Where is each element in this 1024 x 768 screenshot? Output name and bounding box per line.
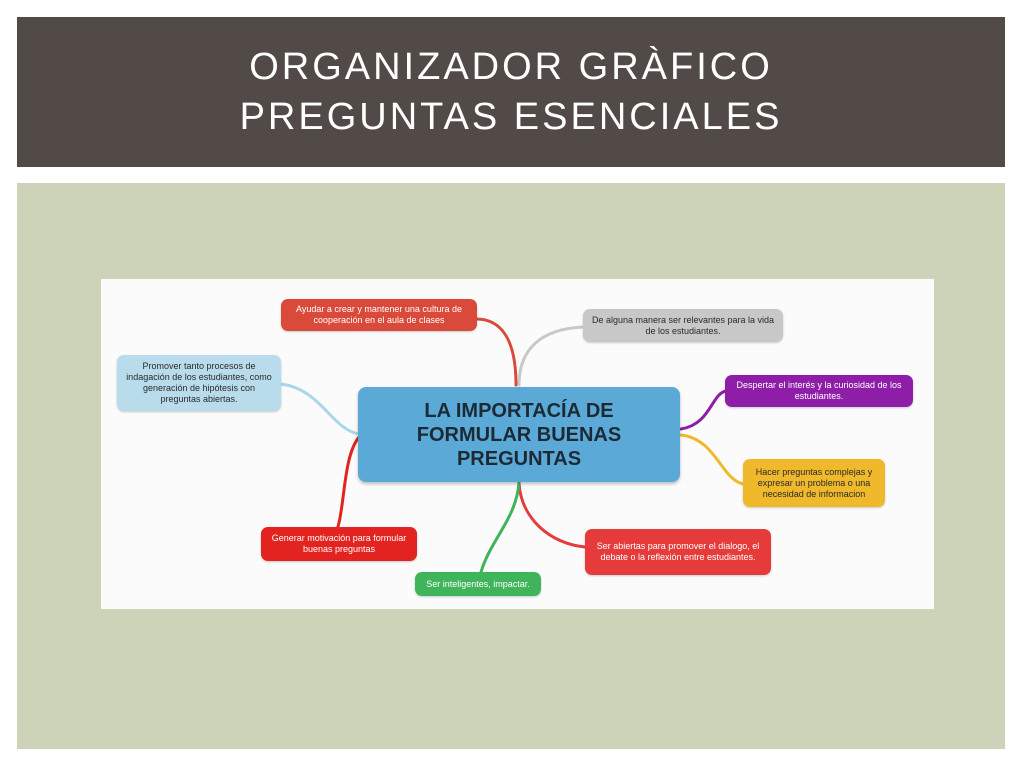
node-inteligentes-text: Ser inteligentes, impactar.: [426, 578, 530, 589]
node-complejas-text: Hacer preguntas complejas y expresar un problema o una necesidad de informacion: [755, 466, 873, 499]
node-relevantes-text: De alguna manera ser relevantes para la vida de los estudiantes.: [591, 314, 775, 336]
connector-abiertas: [519, 483, 585, 547]
node-indagacion: [117, 355, 281, 411]
node-motivacion: [261, 527, 417, 561]
mind-map-image: [101, 279, 934, 609]
connector-interes: [681, 391, 726, 429]
central-topic-node: [358, 387, 680, 482]
connector-indagacion: [281, 384, 359, 434]
node-inteligentes: [415, 572, 541, 596]
connector-motivacion: [333, 437, 359, 539]
connector-relevantes: [519, 327, 583, 385]
node-indagacion-text: Promover tanto procesos de indagación de los estudiantes, como generación de hipótesis con preguntas abiertas.: [126, 361, 272, 404]
connector-complejas: [681, 435, 743, 484]
central-topic-text: LA IMPORTACÍA DE FORMULAR BUENAS PREGUNTAS: [416, 399, 622, 470]
node-interes: [725, 375, 913, 407]
node-cooperacion-text: Ayudar a crear y mantener una cultura de cooperación en el aula de clases: [296, 304, 462, 325]
connector-inteligentes: [481, 483, 519, 572]
slide-title-line-2: PREGUNTAS ESENCIALES: [239, 96, 783, 138]
node-interes-text: Despertar el interés y la curiosidad de los estudiantes.: [736, 380, 902, 401]
node-abiertas: [585, 529, 771, 575]
node-abiertas-text: Ser abiertas para promover el dialogo, el debate o la reflexión entre estudiantes.: [596, 541, 760, 562]
node-cooperacion: [281, 299, 477, 331]
node-complejas: [743, 459, 885, 507]
node-motivacion-text: Generar motivación para formular buenas preguntas: [271, 533, 407, 554]
content-panel: [17, 183, 1005, 749]
title-bar: [17, 17, 1005, 167]
node-relevantes: [583, 309, 783, 342]
slide-title-line-1: ORGANIZADOR GRÀFICO: [249, 46, 773, 88]
connector-cooperacion: [476, 319, 516, 385]
